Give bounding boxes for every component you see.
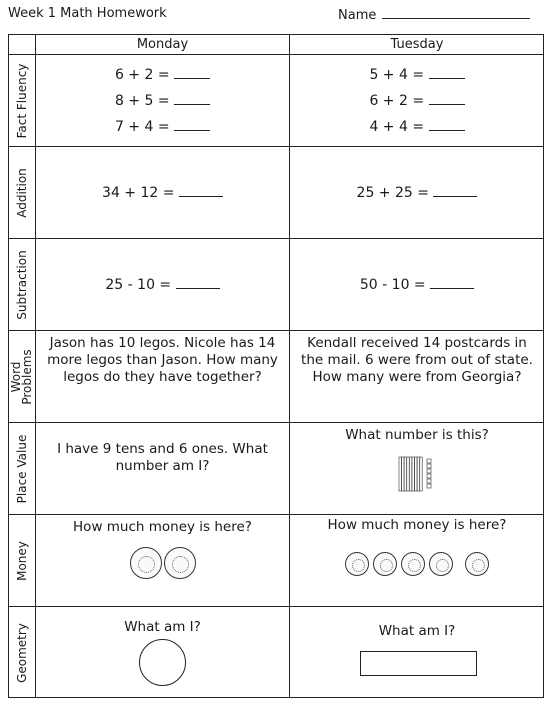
place-value-question: I have 9 tens and 6 ones. What number am I?: [57, 441, 268, 474]
coin-group: [290, 552, 544, 580]
row-label-text: Place Value: [15, 434, 29, 503]
answer-blank[interactable]: [174, 94, 210, 105]
tens-rod: [412, 457, 414, 491]
row-label-fact-fluency: [9, 55, 35, 146]
place-value-question: What number is this?: [345, 427, 489, 443]
cell-fact-fluency-monday: [36, 55, 289, 146]
ones-cube: [427, 464, 431, 468]
row-label-geometry: [9, 607, 35, 698]
tens-rod: [409, 457, 411, 491]
equation: 50 - 10 =: [360, 272, 474, 298]
worksheet-title: Week 1 Math Homework: [8, 6, 167, 21]
row-label-subtraction: [9, 239, 35, 330]
homework-grid: [8, 34, 544, 698]
tens-rod: [420, 457, 422, 491]
row-label-text: Fact Fluency: [15, 63, 29, 138]
cell-place-value-monday: [36, 423, 289, 514]
tens-rod: [399, 457, 401, 491]
cell-subtraction-tuesday: [290, 239, 544, 330]
cell-money-monday: [36, 515, 289, 606]
tens-rod: [404, 457, 406, 491]
geometry-question: What am I?: [378, 623, 456, 639]
geometry-question: What am I?: [124, 619, 201, 635]
ones-cube: [427, 474, 431, 478]
word-problem-text: Kendall received 14 postcards in the mail. 6 were from out of state. How many were from Georgia?: [301, 335, 533, 385]
row-addition: [9, 147, 543, 239]
row-label-place-value: [9, 423, 35, 514]
row-label-text: Geometry: [15, 622, 29, 683]
coin-group: [36, 547, 289, 583]
money-question: How much money is here?: [73, 519, 252, 535]
answer-blank[interactable]: [430, 278, 474, 289]
row-place-value: [9, 423, 543, 515]
nickel-coin-icon: [373, 552, 397, 576]
name-label: Name: [338, 8, 377, 23]
column-header-tuesday: Tuesday: [390, 37, 444, 52]
row-money: [9, 515, 543, 607]
name-line: [382, 6, 530, 19]
cell-word-problems-monday: [36, 331, 289, 422]
cell-money-tuesday: [290, 515, 544, 606]
row-geometry: [9, 607, 543, 698]
page-header: [8, 4, 544, 28]
cell-geometry-tuesday: [290, 607, 544, 698]
answer-blank[interactable]: [429, 94, 465, 105]
equation: 34 + 12 =: [102, 180, 223, 206]
nickel-coin-icon: [429, 552, 453, 576]
row-label-text: Word Problems: [9, 348, 34, 405]
ones-cube: [427, 479, 431, 483]
row-fact-fluency: [9, 55, 543, 147]
equation: 6 + 2 =: [369, 88, 464, 114]
row-label-text: Subtraction: [15, 249, 29, 320]
equation: 8 + 5 =: [115, 88, 210, 114]
tens-rod: [402, 457, 404, 491]
answer-blank[interactable]: [174, 120, 210, 131]
name-field[interactable]: [338, 6, 530, 23]
rectangle-shape: [360, 651, 477, 676]
row-label-text: Money: [15, 540, 29, 581]
quarter-coin-icon: [164, 547, 196, 579]
cell-addition-tuesday: [290, 147, 544, 238]
equation: 25 + 25 =: [357, 180, 478, 206]
equation: 5 + 4 =: [369, 62, 464, 88]
row-word-problems: [9, 331, 543, 423]
cell-addition-monday: [36, 147, 289, 238]
equation: 4 + 4 =: [369, 114, 464, 140]
row-label-word-problems: [9, 331, 35, 422]
tens-rod: [407, 457, 409, 491]
nickel-coin-icon: [345, 552, 369, 576]
money-question: How much money is here?: [327, 517, 507, 533]
ones-cube: [427, 459, 431, 463]
equation: 6 + 2 =: [115, 62, 210, 88]
cell-word-problems-tuesday: [290, 331, 544, 422]
column-header-row: [9, 35, 543, 55]
ones-cube: [427, 484, 431, 488]
answer-blank[interactable]: [176, 278, 220, 289]
word-problem-text: Jason has 10 legos. Nicole has 14 more legos than Jason. How many legos do they have together?: [47, 335, 278, 385]
ones-cube: [427, 469, 431, 473]
cell-subtraction-monday: [36, 239, 289, 330]
answer-blank[interactable]: [429, 68, 465, 79]
cell-fact-fluency-tuesday: [290, 55, 544, 146]
nickel-coin-icon: [401, 552, 425, 576]
quarter-coin-icon: [130, 547, 162, 579]
cell-geometry-monday: [36, 607, 289, 698]
row-subtraction: [9, 239, 543, 331]
penny-coin-icon: [465, 552, 489, 576]
row-label-money: [9, 515, 35, 606]
answer-blank[interactable]: [174, 68, 210, 79]
circle-shape: [139, 639, 186, 686]
column-header-monday: Monday: [136, 37, 189, 52]
equation: 7 + 4 =: [115, 114, 210, 140]
answer-blank[interactable]: [433, 186, 477, 197]
equation: 25 - 10 =: [105, 272, 219, 298]
row-label-text: Addition: [15, 167, 29, 218]
tens-rod: [417, 457, 419, 491]
cell-place-value-tuesday: [290, 423, 544, 514]
base-ten-blocks: [397, 455, 437, 495]
row-label-addition: [9, 147, 35, 238]
answer-blank[interactable]: [179, 186, 223, 197]
answer-blank[interactable]: [429, 120, 465, 131]
tens-rod: [415, 457, 417, 491]
